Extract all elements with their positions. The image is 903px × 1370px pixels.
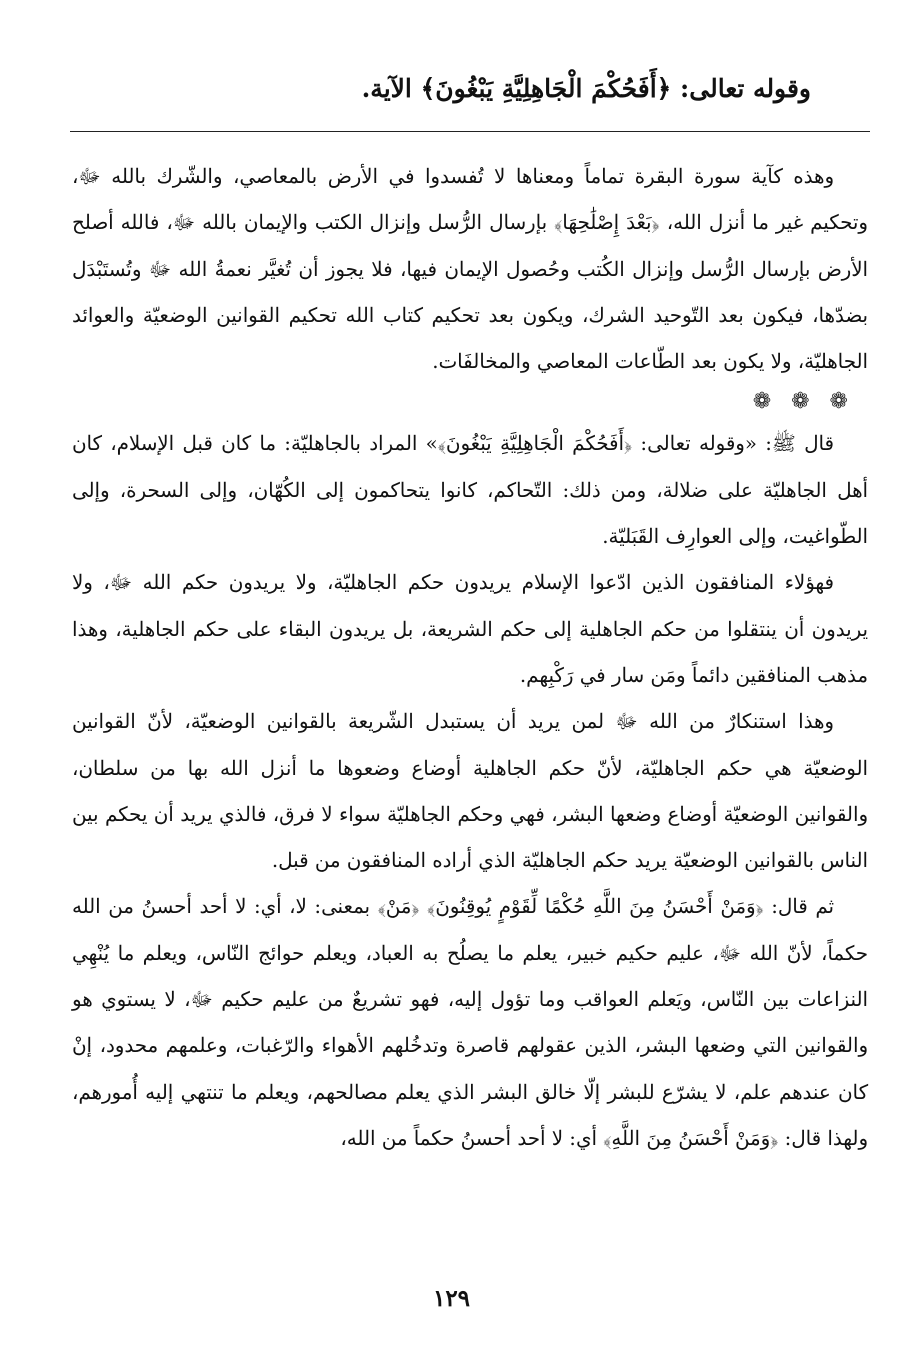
header-divider — [70, 131, 870, 132]
paragraph-1: وهذه كآية سورة البقرة تماماً ومعناها لا تُفسدوا في الأرض بالمعاصي، والشّرك بالله ﷻ، وتحكيم غير ما أنزل الله، ﴿بَعْدَ إِصْلَٰحِهَا﴾ بإرسال الرُّسل وإنزال الكتب والإيمان بالله ﷻ، فالله أصلح الأرض بإرسال الرُّسل وإنزال الكُتب وحُصول الإيمان فيها، فلا يجوز أن تُغيَّر نعمةُ الله ﷻ وتُستَبْدَل بضدّها، فيكون بعد التّوحيد الشرك، ويكون بعد تحكيم كتاب الله تحكيم القوانين الوضعيّة والعوائد الجاهليّة، ولا يكون بعد الطّاعات المعاصي والمخالفَات. — [72, 165, 868, 374]
page-number: ١٢٩ — [432, 1285, 471, 1312]
paragraph-4: وهذا استنكارٌ من الله ﷻ لمن يريد أن يستبدل الشّريعة بالقوانين الوضعيّة، لأنّ القوانين الوضعيّة هي حكم الجاهليّة، لأنّ حكم الجاهلية أوضاع وضعوها ما أنزل الله بها من سلطان، والقوانين الوضعيّة أوضاع وضعها البشر، فهي وحكم الجاهليّة سواء لا فرق، فالذي يريد أن يحكم بين الناس بالقوانين الوضعيّة يريد حكم الجاهليّة الذي أراده المنافقون من قبل. — [72, 710, 868, 873]
page-body — [72, 154, 868, 1162]
paragraph-3: فهؤلاء المنافقون الذين ادّعوا الإسلام يريدون حكم الجاهليّة، ولا يريدون حكم الله ﷻ، ولا يريدون أن ينتقلوا من حكم الجاهلية إلى حكم الشريعة، بل يريدون البقاء على حكم الجاهلية، وهذا مذهب المنافقين دائماً ومَن سار في رَكْبِهم. — [72, 571, 868, 687]
paragraph-5: ثم قال: ﴿وَمَنْ أَحْسَنُ مِنَ اللَّهِ حُكْمًا لِّقَوْمٍ يُوقِنُونَ﴾ ﴿مَنْ﴾ بمعنى: لا، أي: لا أحد أحسنُ من الله حكماً، لأنّ الله ﷻ، عليم حكيم خبير، يعلم ما يصلُح به العباد، ويعلم حوائج النّاس، ويعلم ما يُنْهِي النزاعات بين النّاس، ويَعلم العواقب وما تؤول إليه، فهو تشريعٌ من عليم حكيم ﷻ، لا يستوي هو والقوانين التي وضعها البشر، الذين عقولهم قاصرة وتدخُلهم الأهواء والرّغبات، وعلمهم محدود، إنْ كان عندهم علم، لا يشرّع للبشر إلّا خالق البشر الذي يعلم مصالحهم، ويعلم ما تنتهي إليه أُمورهم، ولهذا قال: ﴿وَمَنْ أَحْسَنُ مِنَ اللَّهِ﴾ أي: لا أحد أحسنُ حكماً من الله، — [72, 895, 868, 1150]
paragraph-2: قال ﷺ: «وقوله تعالى: ﴿أَفَحُكْمَ الْجَاهِلِيَّةِ يَبْغُونَ﴾» المراد بالجاهليّة: ما كان قبل الإسلام، كان أهل الجاهليّة على ضلالة، ومن ذلك: التّحاكم، كانوا يتحاكمون إلى الكُهّان، وإلى السحرة، وإلى الطّواغيت، وإلى العوارِف القَبَليّة. — [72, 432, 868, 549]
page-header-title: وقوله تعالى: ﴿أَفَحُكْمَ الْجَاهِلِيَّةِ يَبْغُونَ﴾ الآية. — [361, 74, 811, 103]
flower-ornament-icon: ❁❁❁ — [752, 389, 868, 415]
